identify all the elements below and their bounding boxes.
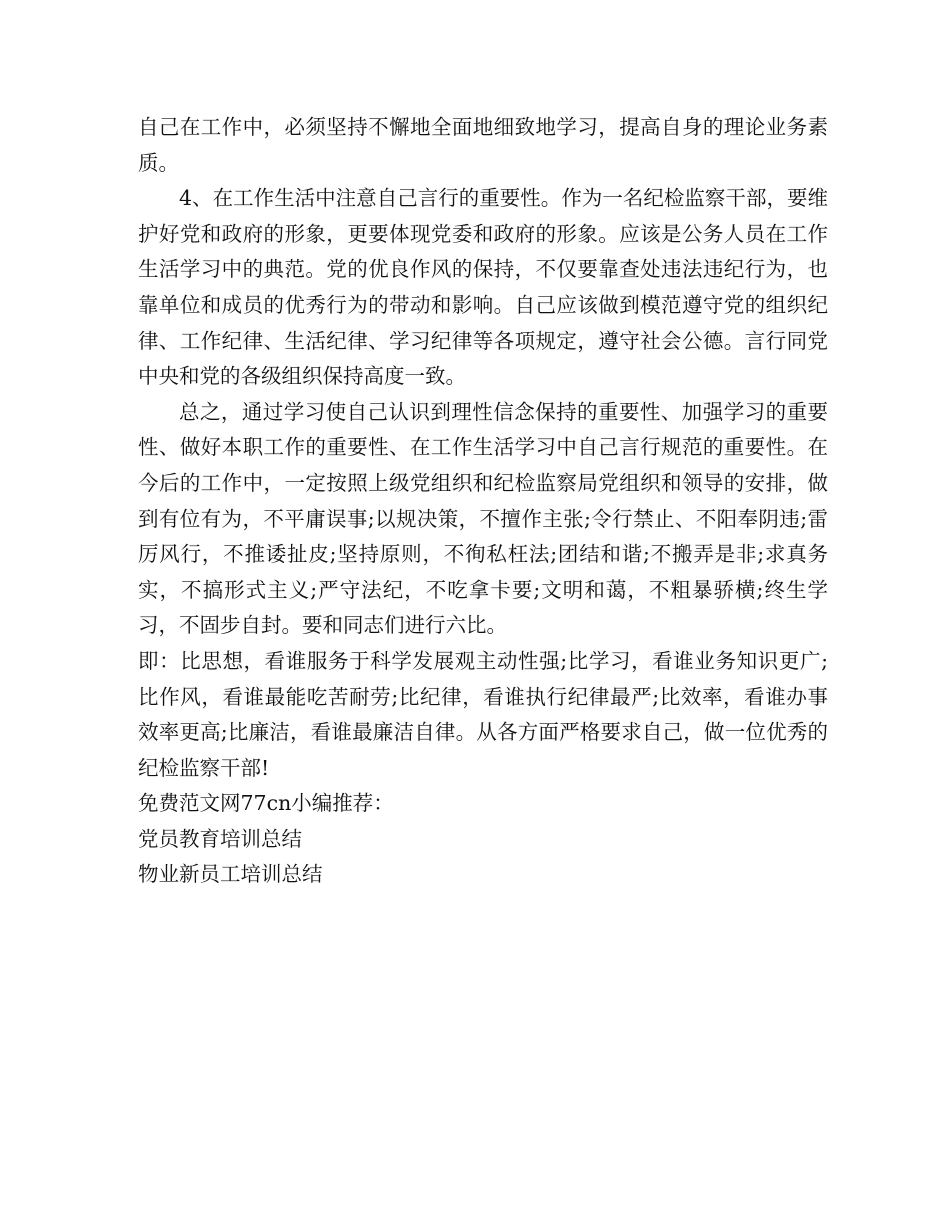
paragraph-point-4: 4、在工作生活中注意自己言行的重要性。作为一名纪检监察干部，要维护好党和政府的形象，更要体现党委和政府的形象。应该是公务人员在工作生活学习中的典范。党的优良作风的保持，不仅要靠查处违法违纪行为，也靠单位和成员的优秀行为的带动和影响。自己应该做到模范遵守党的组织纪律、工作纪律、生活纪律、学习纪律等各项规定，遵守社会公德。言行同党中央和党的各级组织保持高度一致。 — [138, 186, 828, 389]
recommend-link-property-staff-training[interactable]: 物业新员工培训总结 — [138, 862, 323, 887]
recommend-link-party-training[interactable]: 党员教育培训总结 — [138, 826, 302, 851]
recommend-label: 免费范文网77cn小编推荐： — [138, 791, 394, 816]
paragraph-six-comparisons: 即：比思想，看谁服务于科学发展观主动性强;比学习，看谁业务知识更广;比作风，看谁最能吃苦耐劳;比纪律，看谁执行纪律最严;比效率，看谁办事效率更高;比廉洁，看谁最廉洁自律。从各方面严格要求自己，做一位优秀的纪检监察干部! — [138, 648, 828, 780]
paragraph-summary: 总之，通过学习使自己认识到理性信念保持的重要性、加强学习的重要性、做好本职工作的重要性、在工作生活学习中自己言行规范的重要性。在今后的工作中，一定按照上级党组织和纪检监察局党组织和领导的安排，做到有位有为，不平庸误事;以规决策，不擅作主张;令行禁止、不阳奉阴违;雷厉风行，不推诿扯皮;坚持原则，不徇私枉法;团结和谐;不搬弄是非;求真务实，不搞形式主义;严守法纪，不吃拿卡要;文明和蔼，不粗暴骄横;终生学习，不固步自封。要和同志们进行六比。 — [138, 399, 828, 638]
document-body — [138, 110, 828, 893]
paragraph-continuation: 自己在工作中，必须坚持不懈地全面地细致地学习，提高自身的理论业务素质。 — [138, 115, 828, 175]
